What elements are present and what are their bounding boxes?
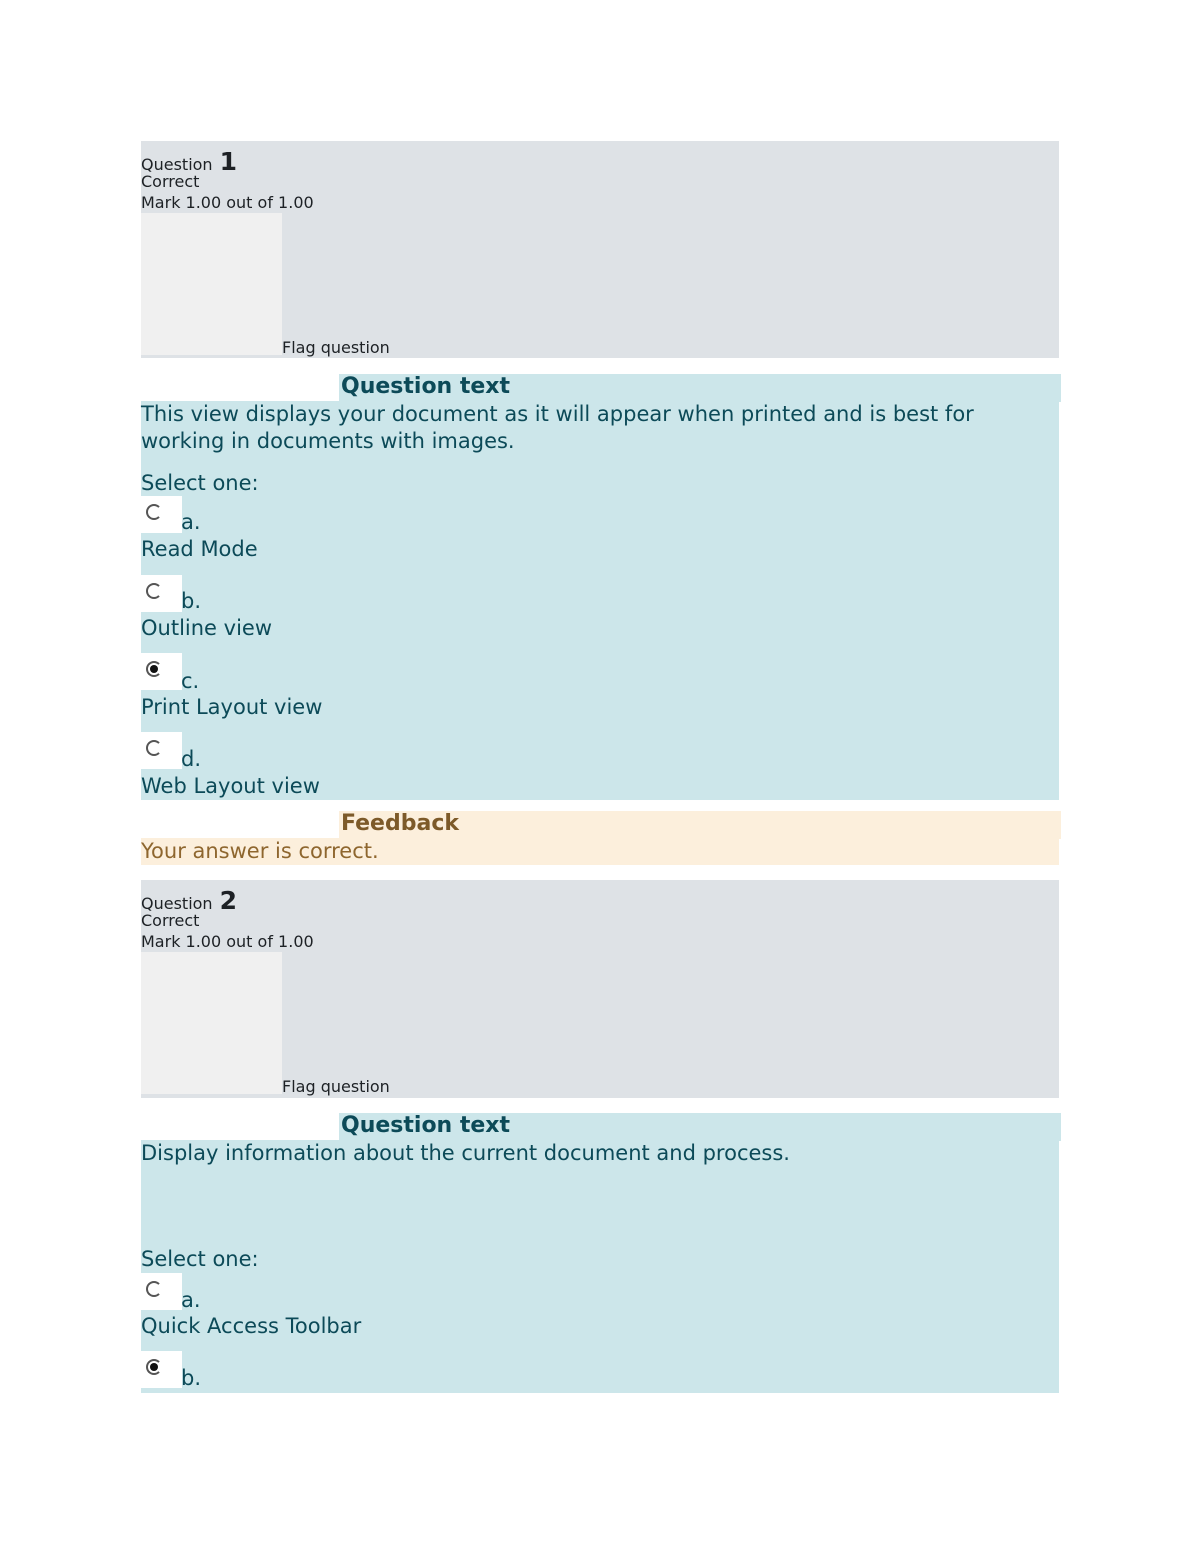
flag-question-link[interactable]: Flag question — [282, 338, 390, 357]
option-label[interactable]: Outline view — [141, 616, 273, 640]
radio-icon[interactable] — [146, 1281, 162, 1297]
question-info-1 — [141, 141, 1059, 358]
option-b-radio[interactable] — [141, 575, 182, 612]
option-letter: c. — [181, 669, 200, 693]
flag-icon[interactable] — [141, 952, 282, 1094]
option-letter: a. — [181, 510, 201, 534]
option-label[interactable]: Web Layout view — [141, 774, 320, 798]
option-c-radio[interactable] — [141, 653, 182, 690]
question-grade: Mark 1.00 out of 1.00 — [141, 932, 314, 951]
flag-icon[interactable] — [141, 213, 282, 355]
question-number-value: 1 — [219, 147, 238, 176]
select-one-prompt: Select one: — [141, 471, 259, 495]
option-letter: b. — [181, 1366, 202, 1390]
option-letter: a. — [181, 1288, 201, 1312]
radio-icon[interactable] — [146, 740, 162, 756]
option-label[interactable]: Quick Access Toolbar — [141, 1314, 362, 1338]
option-letter: b. — [181, 589, 202, 613]
option-a-radio[interactable] — [141, 1273, 182, 1310]
question-formulation-2 — [141, 1140, 1059, 1393]
question-text: This view displays your document as it will appear when printed and is best for working in documents with images. — [141, 402, 974, 453]
option-d-radio[interactable] — [141, 732, 182, 769]
option-letter: d. — [181, 747, 202, 771]
question-text: Display information about the current document and process. — [141, 1141, 790, 1165]
option-label[interactable]: Print Layout view — [141, 695, 323, 719]
option-a-radio[interactable] — [141, 496, 182, 533]
question-text-heading: Question text — [341, 374, 511, 399]
radio-checked-icon[interactable] — [146, 661, 162, 677]
question-info-2 — [141, 880, 1059, 1098]
question-number-value: 2 — [219, 886, 238, 915]
select-one-prompt: Select one: — [141, 1247, 259, 1271]
radio-icon[interactable] — [146, 583, 162, 599]
question-formulation-1 — [141, 401, 1059, 800]
flag-question-link[interactable]: Flag question — [282, 1077, 390, 1096]
feedback-text: Your answer is correct. — [141, 839, 379, 863]
radio-checked-icon[interactable] — [146, 1359, 162, 1375]
radio-icon[interactable] — [146, 504, 162, 520]
question-state: Correct — [141, 911, 200, 930]
question-grade: Mark 1.00 out of 1.00 — [141, 193, 314, 212]
question-text-heading: Question text — [341, 1113, 511, 1138]
question-state: Correct — [141, 172, 200, 191]
feedback-heading: Feedback — [341, 811, 459, 836]
question-label: Question — [141, 894, 213, 913]
question-label: Question — [141, 155, 213, 174]
feedback-box — [141, 838, 1059, 865]
option-b-radio[interactable] — [141, 1351, 182, 1388]
option-label[interactable]: Read Mode — [141, 537, 258, 561]
